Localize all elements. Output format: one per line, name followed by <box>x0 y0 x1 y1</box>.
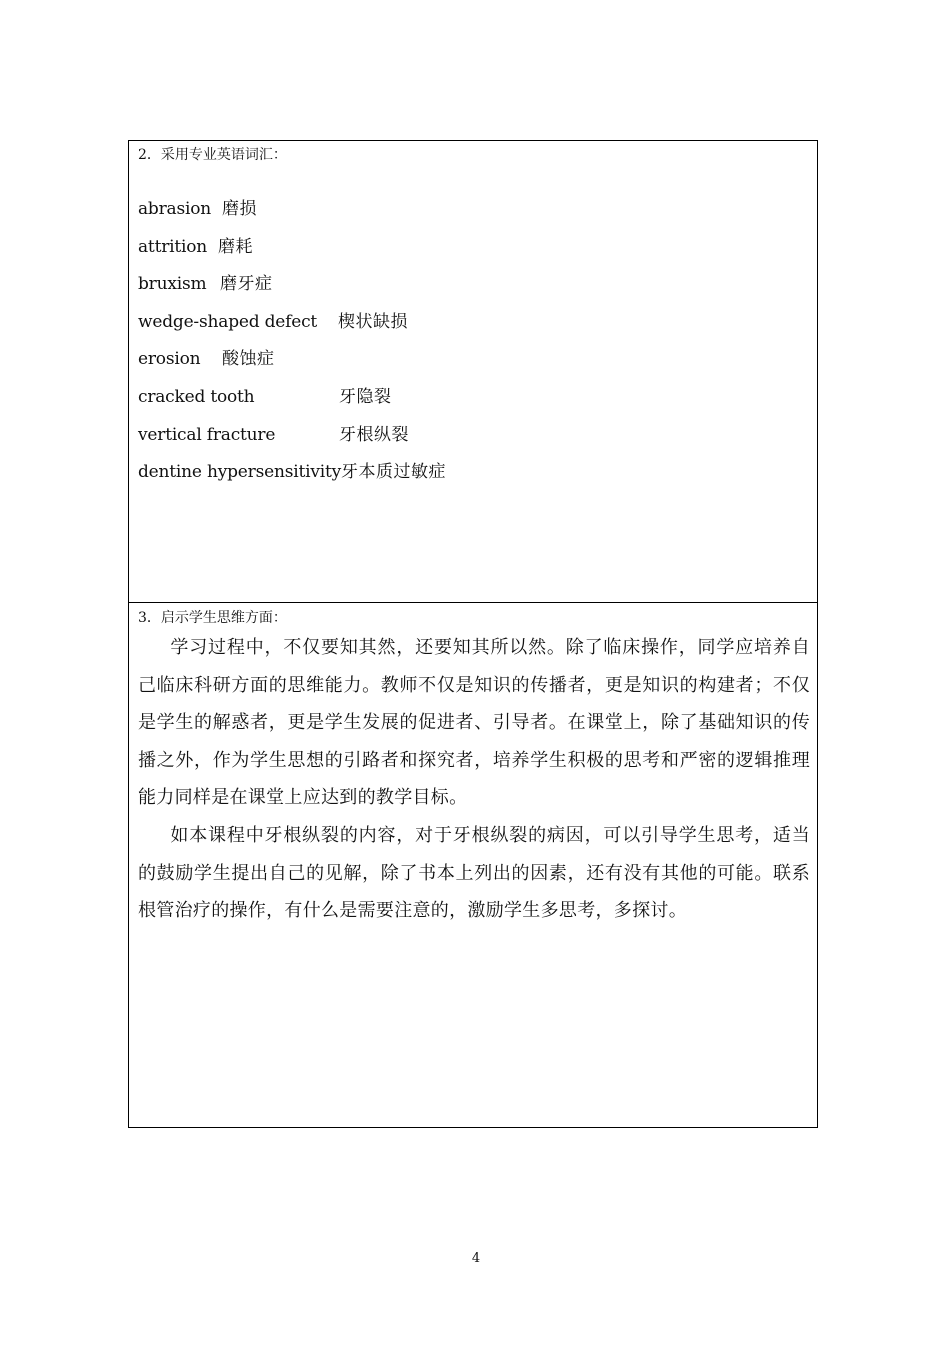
page-number: 4 <box>471 1251 481 1266</box>
thinking-paragraph: 如本课程中牙根纵裂的内容，对于牙根纵裂的病因，可以引导学生思考，适当的鼓励学生提出自己的见解，除了书本上列出的因素，还有没有其他的可能。联系根管治疗的操作，有什么是需要注意的，激励学生多思考，多探讨。 <box>138 825 810 921</box>
term-chinese: 酸蚀症 <box>222 349 275 370</box>
term-english: erosion <box>138 349 201 370</box>
term-chinese: 牙根纵裂 <box>339 424 409 445</box>
term-chinese: 磨牙症 <box>220 274 273 295</box>
term-english: attrition <box>138 236 208 257</box>
thinking-cell <box>129 603 817 1127</box>
term-english: abrasion <box>138 199 212 219</box>
term-english: bruxism <box>138 274 207 295</box>
term-chinese: 牙隐裂 <box>339 386 392 407</box>
term-english: vertical fracture <box>138 424 276 445</box>
thinking-heading: 3．启示学生思维方面： <box>138 610 287 626</box>
vocabulary-heading: 2．采用专业英语词汇： <box>138 147 287 163</box>
term-english: dentine hypersensitivity <box>138 462 342 483</box>
term-chinese: 磨耗 <box>218 236 253 257</box>
term-chinese: 楔状缺损 <box>338 311 408 332</box>
content-table <box>128 140 818 1128</box>
term-chinese: 磨损 <box>222 199 257 219</box>
term-chinese: 牙本质过敏症 <box>341 462 446 483</box>
term-english: wedge-shaped defect <box>138 311 318 332</box>
term-english: cracked tooth <box>138 386 255 407</box>
vocabulary-cell <box>129 141 817 603</box>
thinking-paragraph: 学习过程中，不仅要知其然，还要知其所以然。除了临床操作，同学应培养自己临床科研方面的思维能力。教师不仅是知识的传播者，更是知识的构建者；不仅是学生的解惑者，更是学生发展的促进者、引导者。在课堂上，除了基础知识的传播之外，作为学生思想的引路者和探究者，培养学生积极的思考和严密的逻辑推理能力同样是在课堂上应达到的教学目标。 <box>138 637 810 808</box>
